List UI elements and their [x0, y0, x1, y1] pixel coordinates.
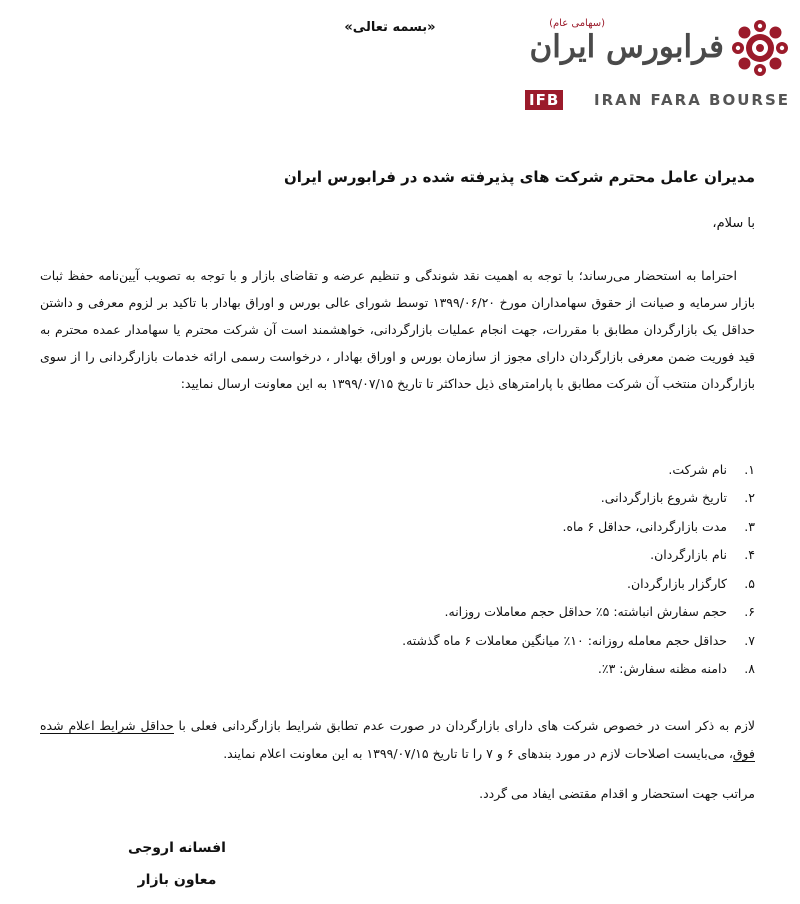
note-underlined-text: حداقل شرایط اعلام شده فوق: [40, 718, 755, 761]
list-item-number: ۶.: [744, 604, 755, 620]
signatory-title: معاون بازار: [137, 872, 217, 888]
ifb-logo: [525, 10, 790, 110]
list-item: [55, 455, 755, 484]
list-item-text: کارگزار بازارگردان.: [627, 575, 727, 591]
basmala-heading: «بسمه تعالی»: [344, 20, 436, 35]
list-item: [55, 569, 755, 598]
note-text-start: لازم به ذکر است در خصوص شرکت های دارای بازارگردان در صورت عدم تطابق شرایط بازارگردانی فعلی با: [173, 718, 755, 733]
list-item-text: دامنه مظنه سفارش: ۳٪.: [597, 661, 727, 677]
list-item-text: حداقل حجم معامله روزانه: ۱۰٪ میانگین معاملات ۶ ماه گذشته.: [402, 632, 727, 648]
letter-body: [40, 262, 755, 397]
list-item-number: ۳.: [744, 518, 755, 534]
list-item: [55, 626, 755, 655]
logo-ifb-mark: IFB: [525, 90, 563, 110]
list-item: [55, 655, 755, 684]
list-item-text: تاریخ شروع بازارگردانی.: [600, 490, 727, 506]
list-item: [55, 512, 755, 541]
list-item-text: حجم سفارش انباشته: ۵٪ حداقل حجم معاملات روزانه.: [444, 604, 727, 620]
list-item-number: ۴.: [744, 547, 755, 563]
list-item-text: نام شرکت.: [668, 461, 727, 477]
list-item: [55, 484, 755, 513]
list-item-number: ۲.: [744, 490, 755, 506]
list-item-text: مدت بازارگردانی، حداقل ۶ ماه.: [562, 518, 727, 534]
list-item-number: ۵.: [744, 575, 755, 591]
closing-line: مراتب جهت استحضار و اقدام مقتضی ایفاد می گردد.: [479, 786, 755, 801]
note-paragraph: [40, 712, 755, 768]
logo-company-type: (سهامی عام): [549, 18, 605, 29]
note-text-end: ، می‌بایست اصلاحات لازم در مورد بندهای ۶ و ۷ را تا تاریخ ۱۳۹۹/۰۷/۱۵ به این معاونت اعلام نمایند.: [223, 746, 733, 761]
parameter-list: [55, 455, 755, 683]
letter-body-text: احتراما به استحضار می‌رساند؛ با توجه به اهمیت نقد شوندگی و تنظیم عرضه و تقاضای بازار و با توجه به تصویب آیین‌نامه حفظ ثبات بازار سرمایه و صیانت از حقوق سهامداران مورخ ۱۳۹۹/۰۶/۲۰ توسط شورای عالی بورس و اوراق بهادار با تاکید بر لزوم معرفی و داشتن حداقل یک بازارگردان مطابق با مقررات، جهت انجام عملیات بازارگردانی، خواهشمند است آن شرکت محترم یا سهامدار عمده محترم به قید فوریت ضمن معرفی بازارگردان دارای مجوز از سازمان بورس و اوراق بهادار ، درخواست رسمی ارائه خدمات بازارگردانی را از سوی بازارگردان منتخب آن شرکت مطابق با پارامترهای ذیل حداکثر تا تاریخ ۱۳۹۹/۰۷/۱۵ به این معاونت ارسال نمایید:: [40, 268, 755, 391]
signatory-name: افسانه اروجی: [128, 840, 226, 856]
logo-english-name: IRAN FARA BOURSE: [594, 91, 790, 109]
recipient-line: مدیران عامل محترم شرکت های پذیرفته شده در فرابورس ایران: [283, 168, 755, 186]
list-item-number: ۸.: [744, 661, 755, 677]
logo-english-wordmark: [525, 90, 790, 110]
logo-persian-wordmark: فرابورس ایران: [529, 29, 724, 65]
list-item-text: نام بازارگردان.: [650, 547, 727, 563]
list-item: [55, 598, 755, 627]
ifb-emblem-icon: [730, 18, 790, 78]
list-item: [55, 541, 755, 570]
list-item-number: ۷.: [744, 632, 755, 648]
list-item-number: ۱.: [744, 461, 755, 477]
salutation: با سلام،: [712, 216, 755, 231]
